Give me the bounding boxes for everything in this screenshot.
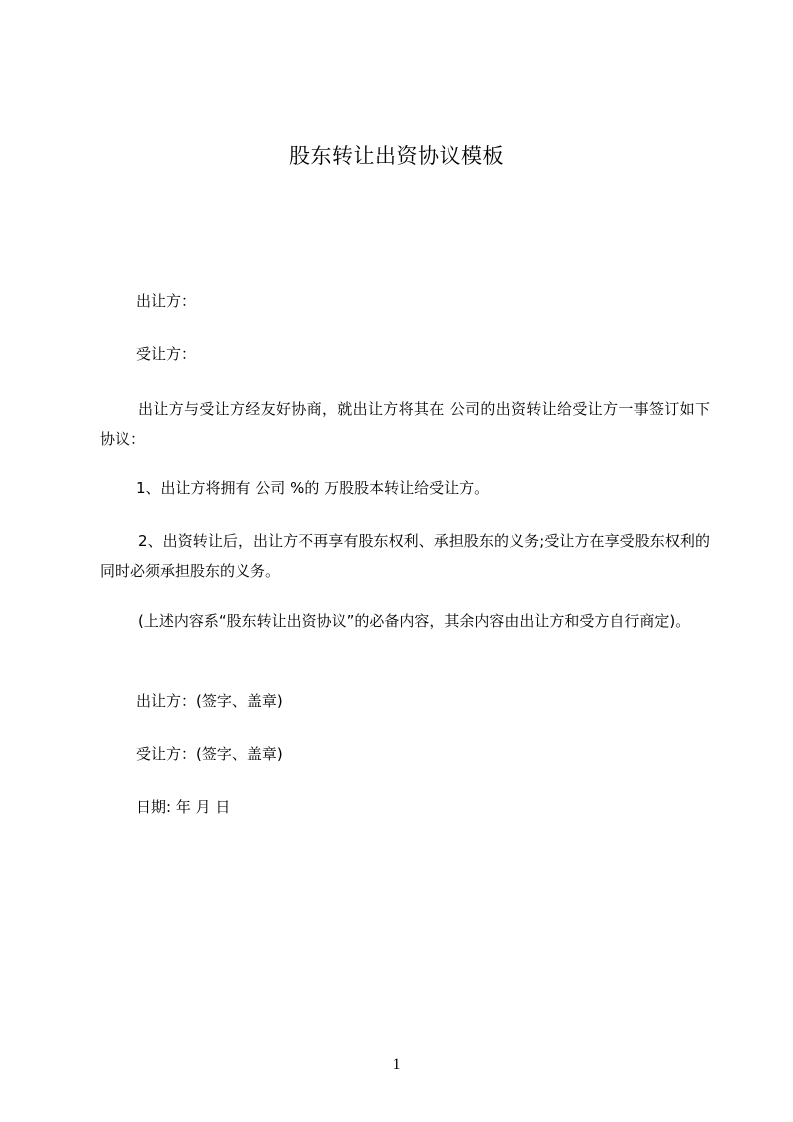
page-number: 1 xyxy=(392,1056,401,1073)
intro-paragraph: 出让方与受让方经友好协商，就出让方将其在 公司的出资转让给受让方一事签订如下协议： xyxy=(100,400,710,448)
transferee-signature: 受让方：(签字、盖章) xyxy=(136,745,283,763)
transferee-label: 受让方： xyxy=(136,345,197,363)
clause-1: 1、出让方将拥有 公司 %的 万股股本转让给受让方。 xyxy=(136,479,490,497)
clause-2: 2、出资转让后，出让方不再享有股东权利、承担股东的义务;受让方在享受股东权利的同时必须承担股东的义务。 xyxy=(100,532,710,580)
transferor-label: 出让方： xyxy=(136,292,197,310)
transferor-signature: 出让方：(签字、盖章) xyxy=(136,692,283,710)
date-line: 日期: 年 月 日 xyxy=(136,798,231,816)
document-title: 股东转让出资协议模板 xyxy=(289,144,504,168)
note-paragraph: (上述内容系“股东转让出资协议”的必备内容，其余内容由出让方和受方自行商定)。 xyxy=(138,612,691,630)
